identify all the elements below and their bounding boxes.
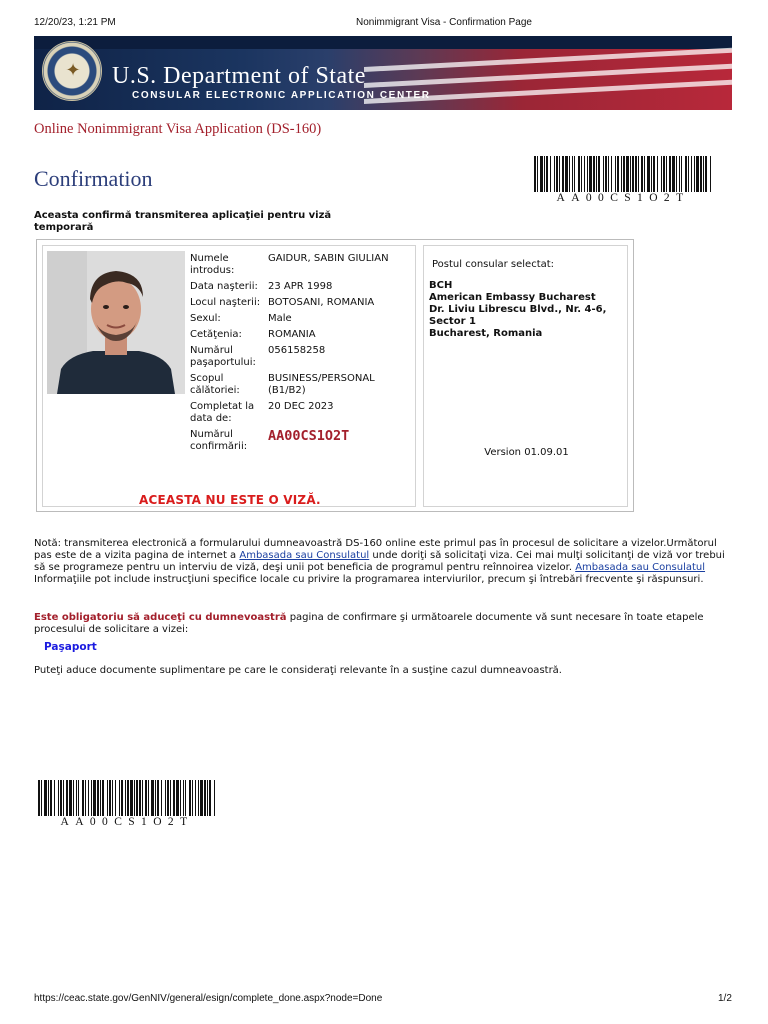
barcode-bars [534,156,712,192]
consular-post-address [429,280,624,340]
confirmation-barcode-top [534,156,712,204]
print-page-number: 1/2 [718,993,732,1004]
field-label: Locul naşterii: [190,297,261,308]
applicant-details-panel [42,245,416,507]
consular-post-city: Bucharest, Romania [429,328,543,339]
print-footer-url: https://ceac.state.gov/GenNIV/general/esign/complete_done.aspx?node=Done [34,993,383,1004]
field-label: Scopul călătoriei: [190,373,240,396]
field-gender [190,313,412,325]
instructions-note [34,538,732,586]
application-title: Online Nonimmigrant Visa Application (DS-160) [34,121,322,137]
print-datetime: 12/20/23, 1:21 PM [34,17,116,28]
field-label: Numele introdus: [190,253,235,276]
field-label: Completat la data de: [190,401,255,424]
field-label: Sexul: [190,313,221,324]
field-completed-date [190,401,412,425]
confirmation-barcode-bottom [38,780,216,828]
field-label: Numărul paşaportului: [190,345,256,368]
print-header [0,17,768,31]
barcode-bars [38,780,216,816]
note-text: Informaţiile pot include instrucţiuni specifice locale cu privire la programarea interviurilor, precum şi întrebări frecvente şi răspunsuri. [34,574,704,585]
consular-post-panel [423,245,628,507]
field-nationality [190,329,412,341]
field-value: ROMANIA [268,329,316,340]
consular-post-embassy: American Embassy Bucharest [429,292,596,303]
banner-top-band [34,36,732,49]
field-passport-number [190,345,412,369]
note-text: Notă: transmiterea electronică a formularului dumneavoastră DS-160 online este primul pas în procesul de solicitare a vizelor.Următorul pas este de a vizita pagina de internet a [34,538,717,561]
applicant-fields [190,253,412,457]
mandatory-documents-notice [34,612,732,636]
field-date-of-birth [190,281,412,293]
field-name-entered [190,253,412,277]
barcode-code: AA00CS1O2T [556,192,690,204]
embassy-consulate-link[interactable]: Ambasada sau Consulatul [239,550,370,561]
applicant-card [36,239,634,512]
field-purpose-of-trip [190,373,412,397]
consular-post-label: Postul consular selectat: [432,259,555,270]
field-place-of-birth [190,297,412,309]
consular-post-street: Dr. Liviu Librescu Blvd., Nr. 4-6, Sector 1 [429,304,607,327]
consular-center-name: CONSULAR ELECTRONIC APPLICATION CENTER [132,90,431,101]
not-a-visa-warning: ACEASTA NU ESTE O VIZĂ. [139,493,321,507]
note-text: unde doriţi să solicitaţi viza. Cei mai mulţi solicitanţi de viză vor trebui să se programeze pentru un interviu de viză, deşi unii pot beneficia de programul pentru reînnoirea vizelor. [34,550,725,573]
field-value: 056158258 [268,345,326,356]
field-label: Cetăţenia: [190,329,242,340]
confirmation-number: AA00CS1O2T [268,428,350,444]
department-name: U.S. Department of State [112,63,366,89]
required-document-passport: Paşaport [44,641,97,653]
barcode-code: AA00CS1O2T [60,816,194,828]
field-label: Numărul confirmării: [190,429,248,452]
eagle-icon: ✦ [65,60,81,81]
field-value: Male [268,313,292,324]
confirmation-intro: Aceasta confirmă transmiterea aplicaţiei pentru viză temporară [34,210,332,233]
embassy-consulate-link[interactable]: Ambasada sau Consulatul [575,562,706,573]
page-title: Confirmation [34,166,153,191]
field-value: GAIDUR, SABIN GIULIAN [268,253,389,264]
field-value: 23 APR 1998 [268,281,333,292]
form-version: Version 01.09.01 [484,447,569,458]
state-department-banner [34,36,732,110]
consular-post-code: BCH [429,280,453,291]
mandatory-text: pagina de confirmare şi următoarele documente vă sunt necesare în toate etapele procesului de solicitare a vizei: [34,612,704,635]
field-value: 20 DEC 2023 [268,401,334,412]
field-label: Data naşterii: [190,281,258,292]
state-department-seal-icon [42,41,102,101]
applicant-photo [47,251,185,394]
field-value: BOTOSANI, ROMANIA [268,297,375,308]
print-page-title: Nonimmigrant Visa - Confirmation Page [355,17,532,28]
field-value: BUSINESS/PERSONAL (B1/B2) [268,373,375,396]
mandatory-emphasis: Este obligatoriu să aduceţi cu dumnevoastră [34,612,287,623]
field-confirmation-number [190,429,412,453]
extra-documents-note: Puteţi aduce documente suplimentare pe care le consideraţi relevante în a susţine cazul dumneavoastră. [34,665,562,676]
